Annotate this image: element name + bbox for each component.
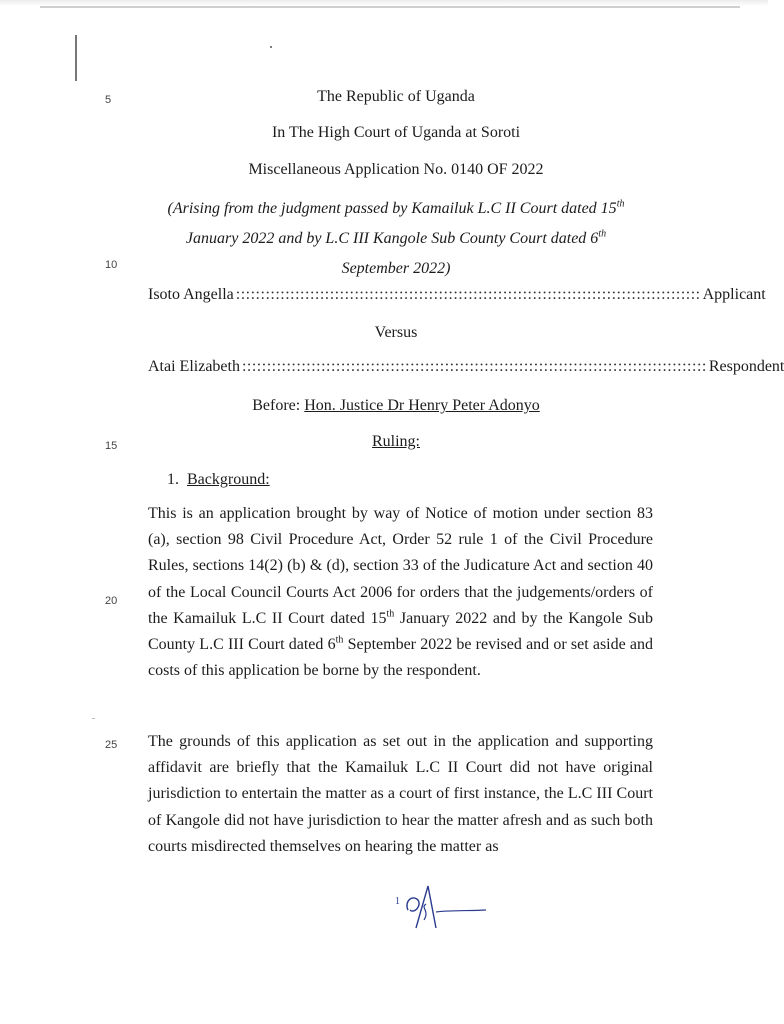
application-number: Miscellaneous Application No. 0140 OF 2022 bbox=[248, 161, 544, 178]
applicant-dots: :::::::::::::::::::::::::::::::::::::::::::::::::::::::::::::::::::::::::::::::::::::::::::::: bbox=[235, 286, 701, 303]
versus-label: Versus bbox=[374, 324, 418, 341]
before-label: Before: bbox=[252, 397, 301, 414]
respondent-name: Atai Elizabeth bbox=[148, 358, 240, 375]
background-number: 1. bbox=[167, 471, 179, 488]
arising-line-2: January 2022 and by L.C III Kangole Sub County Court dated 6th bbox=[185, 228, 607, 247]
respondent-role: Respondent bbox=[708, 358, 784, 375]
judge-name: Hon. Justice Dr Henry Peter Adonyo bbox=[304, 397, 540, 414]
applicant-role: Applicant bbox=[702, 286, 766, 303]
applicant-name: Isoto Angella bbox=[148, 286, 234, 303]
respondent-line bbox=[148, 358, 784, 382]
arising-line-1: (Arising from the judgment passed by Kamailuk L.C II Court dated 15th bbox=[167, 198, 625, 217]
paragraph-background: This is an application brought by way of Notice of motion under section 83 (a), section 98 Civil Procedure Act, Order 52 rule 1 of the Civil Procedure Rules, sections 14(2) (b) & (d), section 33 of the Judicature Act and section 40 of the Local Council Courts Act 2006 for orders that the judgements/orders of the Kamailuk L.C II Court dated 15th January 2022 and by the Kangole Sub County L.C III Court dated 6th September 2022 be revised and or set aside and costs of this application be borne by the respondent. bbox=[148, 505, 654, 680]
line-number: 15 bbox=[105, 440, 118, 452]
background-heading bbox=[167, 471, 270, 489]
scan-speck bbox=[92, 718, 95, 719]
page-number: 1 bbox=[395, 896, 400, 907]
respondent-dots: :::::::::::::::::::::::::::::::::::::::::::::::::::::::::::::::::::::::::::::::::::::::::::::: bbox=[241, 358, 707, 375]
scan-page-border bbox=[40, 6, 740, 8]
paragraph-grounds: The grounds of this application as set out in the application and supporting affidavit are briefly that the Kamailuk L.C II Court did not have original jurisdiction to entertain the matter as a court of first instance, the L.C III Court of Kangole did not have jurisdiction to hear the matter afresh and as such both courts misdirected themselves on hearing the matter as bbox=[148, 733, 653, 855]
republic-title: The Republic of Uganda bbox=[317, 88, 475, 105]
bench-line bbox=[120, 397, 672, 415]
line-number: 20 bbox=[105, 595, 118, 607]
line-number: 10 bbox=[105, 259, 118, 271]
applicant-line bbox=[148, 286, 766, 310]
line-number: 5 bbox=[105, 94, 112, 106]
scan-speck bbox=[270, 46, 272, 48]
court-title: In The High Court of Uganda at Soroti bbox=[271, 124, 521, 141]
margin-mark bbox=[75, 35, 77, 81]
arising-from-note bbox=[120, 194, 672, 284]
ruling-title: Ruling: bbox=[371, 433, 420, 450]
line-number: 25 bbox=[105, 739, 118, 751]
background-title: Background: bbox=[187, 471, 270, 488]
arising-line-3: September 2022) bbox=[341, 260, 451, 277]
judge-signature bbox=[390, 880, 490, 936]
